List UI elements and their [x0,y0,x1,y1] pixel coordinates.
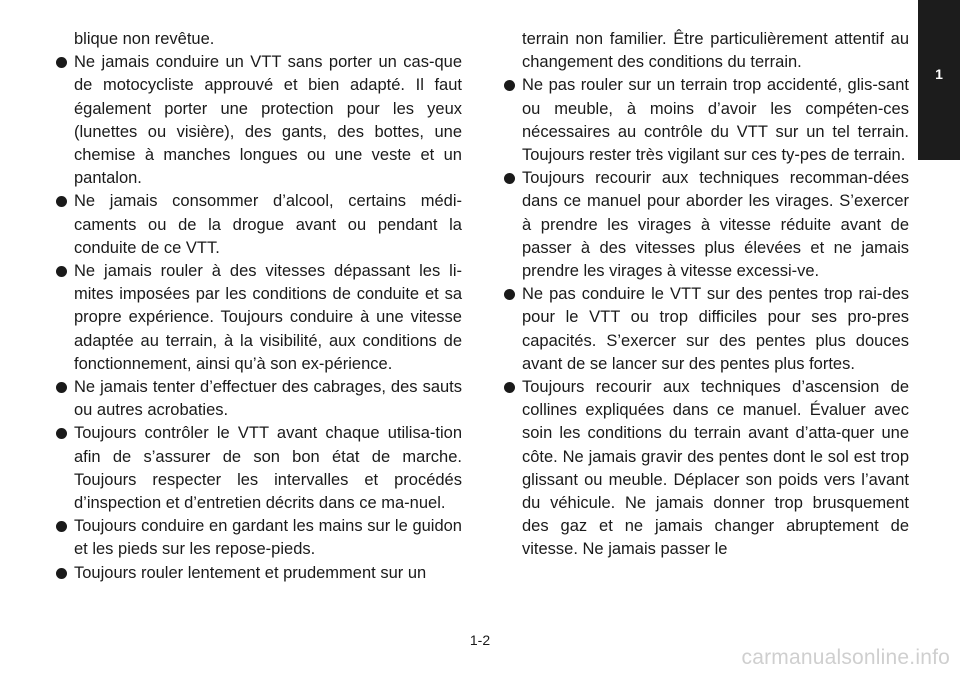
list-item: Ne jamais rouler à des vitesses dépassant les li-mites imposées par les conditions de conduite et sa propre expérience. Toujours conduire à une vitesse adaptée au terrain, à la visibilité, aux conditions de fonctionnement, ainsi qu’à son ex-périence. [55,260,462,376]
bullet-icon [504,382,515,393]
bullet-icon [56,266,67,277]
list-item: Toujours contrôler le VTT avant chaque utilisa-tion afin de s’assurer de son bon état de marche. Toujours respecter les intervalles et procédés d’inspection et d’entretien décrits dans ce ma-nuel. [55,422,462,515]
bullet-icon [56,428,67,439]
bullet-icon [56,57,67,68]
section-tab-number: 1 [935,66,943,82]
section-tab [918,0,960,160]
bullet-icon [504,289,515,300]
list-item: Ne jamais consommer d’alcool, certains médi-caments ou de la drogue avant ou pendant la conduite de ce VTT. [55,190,462,260]
page-number: 1-2 [469,632,491,648]
watermark: carmanualsonline.info [741,646,950,669]
bullet-icon [56,196,67,207]
right-column [503,28,909,562]
left-column [55,28,462,585]
bullet-icon [504,80,515,91]
list-item: Ne jamais conduire un VTT sans porter un cas-que de motocycliste approuvé et bien adapté. Il faut également porter une protection pour les yeux (lunettes ou visière), des gants, des bottes, une chemise à manches longues ou une veste et un pantalon. [55,51,462,190]
list-item: Ne jamais tenter d’effectuer des cabrages, des sauts ou autres acrobaties. [55,376,462,422]
bullet-icon [56,568,67,579]
list-item: Toujours recourir aux techniques recomman-dées dans ce manuel pour aborder les virages. S’exercer à prendre les virages à vitesse réduite avant de passer à des vitesses plus élevées et ne jamais prendre les virages à vitesse excessi-ve. [503,167,909,283]
bullet-icon [504,173,515,184]
list-item: Ne pas conduire le VTT sur des pentes trop rai-des pour le VTT ou trop difficiles pour ses pro-pres capacités. S’exercer sur des pentes plus douces avant de se lancer sur des pentes plus fortes. [503,283,909,376]
list-item: Ne pas rouler sur un terrain trop accidenté, glis-sant ou meuble, à moins d’avoir les compéten-ces nécessaires au contrôle du VTT sur un tel terrain. Toujours rester très vigilant sur ces ty-pes de terrain. [503,74,909,167]
left-lead-text: blique non revêtue. [74,30,215,48]
list-item: Toujours recourir aux techniques d’ascension de collines expliquées dans ce manuel. Évaluer avec soin les conditions du terrain avant d’atta-quer une côte. Ne jamais gravir des pentes dont le sol est trop glissant ou meuble. Déplacer son poids vers l’avant du véhicule. Ne jamais donner trop brusquement des gaz et ne jamais changer abruptement de vitesse. Ne jamais passer le [503,376,909,562]
list-item: Toujours rouler lentement et prudemment sur un [55,562,462,585]
list-item: Toujours conduire en gardant les mains sur le guidon et les pieds sur les repose-pieds. [55,515,462,561]
right-lead-text: terrain non familier. Être particulièrement attentif au changement des conditions du terrain. [522,30,909,72]
bullet-icon [56,521,67,532]
bullet-icon [56,382,67,393]
